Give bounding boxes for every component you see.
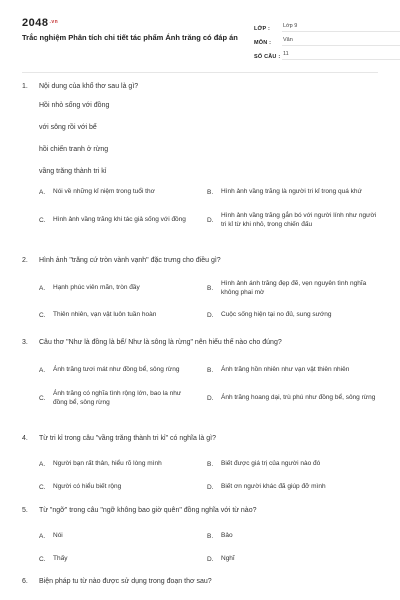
question-1 — [22, 82, 378, 180]
question-header — [22, 256, 378, 266]
option-d[interactable]: D. Hình ảnh vầng trăng gắn bó với người lính như người tri kỉ từ khi nhỏ, trong chiến đấu — [207, 211, 377, 228]
page-header — [22, 14, 378, 66]
question-number: 6. — [22, 578, 28, 585]
question-6 — [22, 577, 378, 587]
quiz-meta — [254, 18, 400, 60]
option-d[interactable]: D. Cuộc sống hiện tại no đủ, sung sướng — [207, 311, 332, 319]
question-text: Câu thơ "Như là đồng là bể/ Như là sông là rừng" nên hiểu thế nào cho đúng? — [39, 339, 282, 346]
option-c[interactable]: C. Thiên nhiên, vạn vật luôn tuần hoàn — [39, 311, 157, 319]
option-d[interactable]: D. Nghĩ — [207, 555, 235, 563]
question-header — [22, 82, 378, 92]
poem-line: vầng trăng thành tri kỉ — [39, 168, 107, 175]
poem-line: hồi chiến tranh ở rừng — [39, 146, 109, 153]
meta-row-class — [254, 18, 400, 32]
meta-row-count — [254, 46, 400, 60]
options-q5 — [22, 526, 378, 569]
option-b[interactable]: B. Biết được giá trị của người nào đó — [207, 460, 321, 468]
question-text: Nội dung của khổ thơ sau là gì? — [39, 83, 139, 90]
meta-value: Văn — [282, 37, 400, 46]
option-c[interactable]: C. Ánh trăng có nghĩa tình rộng lớn, bao la như đồng bể, sông rừng — [39, 389, 182, 406]
poem-line: Hồi nhỏ sống với đồng — [39, 102, 110, 109]
question-number: 5. — [22, 507, 28, 514]
meta-row-subject — [254, 32, 400, 46]
question-5 — [22, 506, 378, 516]
option-c[interactable]: C. Hình ảnh vầng trăng khi tác giả sống với đồng — [39, 216, 186, 224]
meta-key: LỚP : — [254, 26, 270, 32]
options-q2 — [22, 278, 378, 325]
quiz-title: Trắc nghiệm Phân tích chi tiết tác phẩm Ánh trăng có đáp án — [22, 33, 238, 42]
question-number: 1. — [22, 83, 28, 90]
option-a[interactable]: A. Người bạn rất thân, hiểu rõ lòng mình — [39, 460, 162, 468]
question-text: Từ "ngỡ" trong câu "ngỡ không bao giờ quên" đồng nghĩa với từ nào? — [39, 507, 257, 514]
question-4 — [22, 434, 378, 444]
option-b[interactable]: B. Ánh trăng hồn nhiên như vạn vật thiên nhiên — [207, 366, 350, 374]
question-number: 2. — [22, 257, 28, 264]
option-d[interactable]: D. Ánh trăng hoang dại, trù phú như đồng bể, sông rừng — [207, 394, 376, 402]
option-c[interactable]: C. Người có hiểu biết rộng — [39, 483, 122, 491]
option-a[interactable]: A. Nói về những kỉ niệm trong tuổi thơ — [39, 188, 155, 196]
question-text: Từ tri kỉ trong câu "vầng trăng thành tri kỉ" có nghĩa là gì? — [39, 435, 216, 442]
header-divider — [22, 72, 378, 73]
option-d[interactable]: D. Biết ơn người khác đã giúp đỡ mình — [207, 483, 326, 491]
option-a[interactable]: A. Ánh trăng tươi mát như đồng bể, sông rừng — [39, 366, 180, 374]
question-text: Hình ảnh "trăng cứ tròn vành vạnh" đặc trưng cho điều gì? — [39, 257, 221, 264]
question-header — [22, 506, 378, 516]
question-number: 4. — [22, 435, 28, 442]
question-header — [22, 338, 378, 348]
option-b[interactable]: B. Hình ảnh ánh trăng đẹp đẽ, vẹn nguyên tình nghĩa không phai mờ — [207, 279, 367, 296]
options-q3 — [22, 360, 378, 408]
option-a[interactable]: A. Hạnh phúc viên mãn, tròn đầy — [39, 284, 140, 292]
options-q1 — [22, 182, 378, 230]
options-q4 — [22, 454, 378, 497]
meta-key: MÔN : — [254, 40, 272, 46]
question-header — [22, 577, 378, 587]
question-3 — [22, 338, 378, 348]
site-logo[interactable]: $2048^{.vn}$ — [22, 17, 59, 29]
logo-suffix: .vn — [49, 19, 59, 25]
question-2 — [22, 256, 378, 266]
meta-value: 11 — [282, 51, 400, 60]
option-a[interactable]: A. Nói — [39, 532, 63, 540]
option-b[interactable]: B. Bảo — [207, 532, 233, 540]
poem-excerpt — [39, 98, 378, 180]
poem-line: với sông rồi với bể — [39, 124, 97, 131]
option-c[interactable]: C. Thấy — [39, 555, 68, 563]
meta-key: SỐ CÂU : — [254, 54, 281, 60]
option-b[interactable]: B. Hình ảnh vầng trăng là người tri kỉ trong quá khứ — [207, 188, 362, 196]
meta-value: Lớp 9 — [282, 23, 400, 32]
question-number: 3. — [22, 339, 28, 346]
question-header — [22, 434, 378, 444]
question-text: Biện pháp tu từ nào được sử dụng trong đoạn thơ sau? — [39, 578, 212, 585]
